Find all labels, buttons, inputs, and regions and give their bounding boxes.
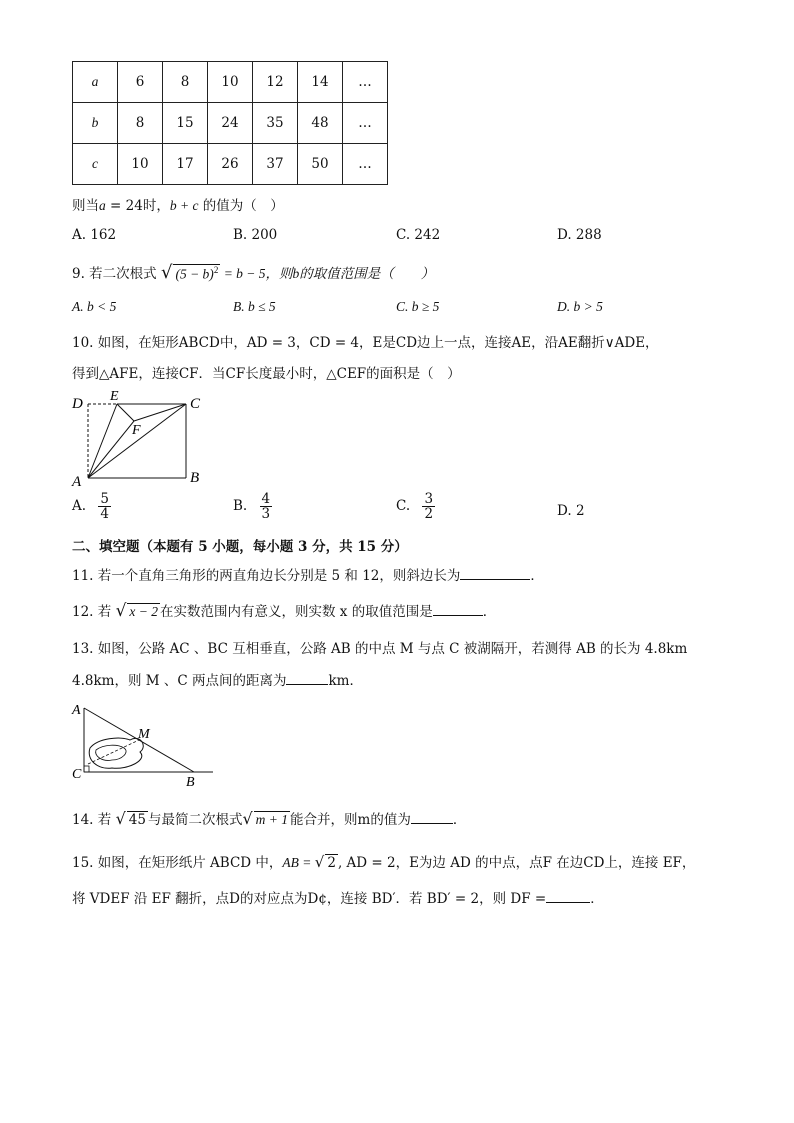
q12-post: ．: [482, 604, 497, 620]
q9-option-a[interactable]: A. b < 5: [72, 299, 117, 314]
table-cell: 24: [208, 103, 253, 144]
q14-pre: 14. 若: [72, 812, 112, 828]
q14-radical-sign-1: √: [115, 809, 126, 828]
fig10-label-d: D: [72, 396, 83, 412]
q11: [72, 564, 544, 584]
q10-figure: [68, 390, 218, 490]
q9-radical-sign: √: [160, 262, 173, 283]
section-title: 二、填空题（本题有 5 小题，每小题 3 分，共 15 分）: [72, 539, 408, 555]
fig10-label-f: F: [132, 423, 141, 438]
q9-stem: [72, 262, 434, 283]
q12-pre: 12. 若: [72, 604, 112, 620]
q8-stem-post: 的值为（ ）: [198, 198, 284, 214]
q15-line1-rest: , AD = 2，E为边 AD 的中点，点F 在边CD上，连接 EF，: [337, 855, 696, 871]
q13-line2-pre: 4.8km，则 M 、C 两点间的距离为: [72, 673, 287, 689]
q13-line1: 13. 如图，公路 AC 、BC 互相垂直，公路 AB 的中点 M 与点 C 被湖隔开，若测得 AB 的长为 4.8km: [72, 641, 688, 657]
q9-option-b[interactable]: B. b ≤ 5: [233, 299, 276, 314]
table-cell: 48: [298, 103, 343, 144]
q11-text: 11. 若一个直角三角形的两直角边长分别是 5 和 12，则斜边长为: [72, 568, 461, 584]
fig10-label-a: A: [72, 474, 82, 490]
q14-post-text: 能合并，则m的值为: [290, 812, 411, 828]
q14-answer-blank[interactable]: [411, 811, 453, 824]
table-cell: 15: [163, 103, 208, 144]
table-cell: 17: [163, 144, 208, 185]
table-cell: …: [343, 144, 388, 185]
fig13-lake-outline: [89, 738, 143, 768]
q10-option-a-frac: [98, 492, 111, 521]
table-row-label: c: [73, 144, 118, 185]
q10-option-b-den: 3: [261, 506, 271, 523]
fig10-segment-af: [88, 421, 134, 478]
table-row-label: a: [73, 62, 118, 103]
q10-option-a-letter: A.: [72, 498, 87, 515]
q8-option-b[interactable]: B. 200: [233, 227, 278, 243]
table-cell: …: [343, 103, 388, 144]
q14-radicand-2: m + 1: [255, 812, 289, 827]
q14-radical-sign-2: √: [242, 809, 253, 828]
q9-post: = b − 5，则b的取值范围是（ ）: [220, 266, 435, 281]
q12: [72, 600, 496, 621]
q15-line2-post: ．: [590, 891, 604, 907]
q8-stem-pre: 则当: [72, 198, 99, 214]
table-cell: 35: [253, 103, 298, 144]
q10-option-b-frac: [260, 492, 273, 521]
table-cell: 14: [298, 62, 343, 103]
q10-option-d-letter: D.: [557, 503, 572, 519]
q13-answer-blank[interactable]: [286, 672, 328, 685]
q15-line1: [72, 851, 695, 871]
q12-radical-sign: √: [115, 601, 127, 621]
q10-option-c-frac: [422, 492, 435, 521]
fig13-right-angle-mark: [84, 766, 89, 772]
q10-option-d[interactable]: [557, 503, 585, 519]
table-cell: 6: [118, 62, 163, 103]
fig10-label-b: B: [190, 470, 200, 486]
table-row: [73, 144, 388, 185]
q8-expr: b + c: [169, 198, 199, 213]
q12-answer-blank[interactable]: [433, 603, 483, 616]
q9-sup: 2: [213, 264, 219, 275]
table-row: [73, 103, 388, 144]
fig10-label-e: E: [110, 390, 119, 404]
q10-option-a[interactable]: [72, 492, 111, 521]
q13-line2: [72, 669, 363, 689]
q8-option-c[interactable]: C. 242: [396, 227, 441, 243]
table-row: [73, 62, 388, 103]
q14-mid: 与最简二次根式: [147, 812, 243, 828]
table-cell: 8: [118, 103, 163, 144]
table-cell: 10: [208, 62, 253, 103]
fig13-label-c: C: [72, 767, 82, 782]
fig10-segment-ef: [117, 404, 134, 421]
fig13-label-m: M: [138, 727, 150, 742]
table-row-label: b: [73, 103, 118, 144]
fig13-label-a: A: [72, 703, 81, 718]
fig13-label-b: B: [186, 775, 195, 790]
q9-radicand: [173, 264, 220, 283]
q15-radicand: 2: [327, 855, 336, 871]
table-cell: 8: [163, 62, 208, 103]
q11-answer-blank[interactable]: [460, 567, 530, 580]
q9-radicand-text: (5 − b): [175, 266, 214, 281]
q10-option-c-den: 2: [424, 506, 434, 523]
q8-stem: [72, 194, 284, 214]
q13-figure: [68, 700, 218, 790]
q15-line1-expr: AB =: [282, 855, 315, 870]
q10-option-a-den: 4: [100, 506, 109, 523]
q14-radicand-1: 45: [128, 812, 146, 828]
q10-option-d-value: 2: [575, 503, 585, 519]
q15-answer-blank[interactable]: [546, 890, 590, 903]
q9-option-c[interactable]: C. b ≥ 5: [396, 299, 440, 314]
q10-option-c[interactable]: [396, 492, 435, 521]
q10-line1: 10. 如图，在矩形ABCD中，AD = 3，CD = 4，E是CD边上一点，连接AE，沿AE翻折∨ADE，: [72, 335, 659, 351]
q10-option-b[interactable]: [233, 492, 272, 521]
q8-stem-mid: = 24时，: [105, 198, 170, 214]
fig10-label-c: C: [190, 396, 201, 412]
q14-post: ．: [452, 812, 467, 828]
q10-option-a-num: 5: [100, 491, 109, 507]
q10-option-c-letter: C.: [396, 498, 411, 515]
table-cell: 37: [253, 144, 298, 185]
pattern-table: [72, 61, 388, 185]
q15-line1-pre: 15. 如图，在矩形纸片 ABCD 中，: [72, 855, 283, 871]
q9-pre: 9. 若二次根式: [72, 266, 157, 282]
q15-line2-pre: 将 VDEF 沿 EF 翻折，点D的对应点为D¢，连接 BD′．若 BD′ = 2，则 DF =: [72, 891, 547, 907]
fig10-segment-fc: [134, 404, 186, 421]
q13-line2-post: km．: [328, 673, 363, 689]
q8-option-d[interactable]: D. 288: [557, 227, 602, 243]
q8-option-a[interactable]: A. 162: [72, 227, 117, 243]
q8-var: a: [99, 198, 106, 213]
table-cell: …: [343, 62, 388, 103]
table-cell: 10: [118, 144, 163, 185]
q10-option-b-letter: B.: [233, 498, 248, 515]
q9-option-d[interactable]: D. b > 5: [557, 299, 603, 314]
q11-post: ．: [530, 568, 544, 584]
q12-post-text: 在实数范围内有意义，则实数 x 的取值范围是: [160, 604, 433, 620]
table-cell: 12: [253, 62, 298, 103]
q12-radicand: x − 2: [129, 604, 159, 619]
q15-line2: [72, 887, 604, 907]
table-cell: 50: [298, 144, 343, 185]
q10-option-c-num: 3: [424, 491, 434, 507]
q10-option-b-num: 4: [261, 491, 271, 507]
q14: [72, 808, 466, 828]
table-cell: 26: [208, 144, 253, 185]
q15-radical-sign: √: [314, 853, 325, 871]
q10-line2: 得到△AFE，连接CF．当CF长度最小时，△CEF的面积是（ ）: [72, 366, 461, 382]
